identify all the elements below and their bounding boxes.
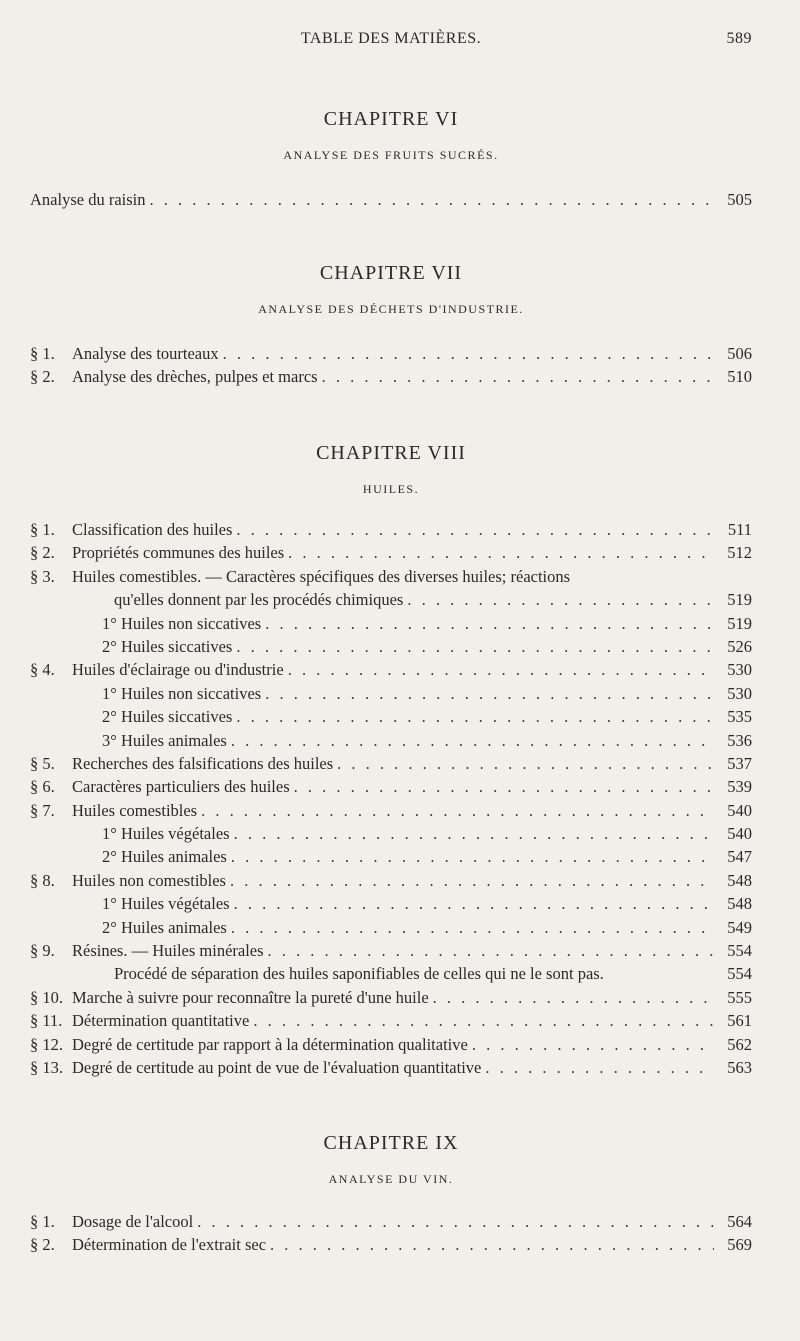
entry-text: 1° Huiles végétales xyxy=(102,824,230,844)
leader-dots xyxy=(472,1033,714,1056)
leader-dots xyxy=(268,939,714,962)
section-number: § 1. xyxy=(30,520,55,539)
entry-page-number: 569 xyxy=(727,1235,752,1255)
entry-text: 2° Huiles animales xyxy=(102,917,227,937)
leader-dots xyxy=(231,845,714,868)
entry-page-number: 564 xyxy=(727,1212,752,1231)
leader-dots xyxy=(253,1009,714,1032)
entry-text: 2° Huiles animales xyxy=(102,847,227,867)
entry-text: 1° Huiles non siccatives xyxy=(102,613,262,633)
toc-entries xyxy=(30,518,752,1079)
toc-entry xyxy=(30,565,752,588)
chapter-title: CHAPITRE IX xyxy=(323,1132,459,1154)
leader-dots xyxy=(294,775,714,798)
header-title: TABLE DES MATIÈRES. xyxy=(300,30,482,47)
toc-entry xyxy=(30,705,752,728)
chapter-heading xyxy=(30,1132,752,1188)
section-number: § 8. xyxy=(30,870,55,890)
chapter-title: CHAPITRE VII xyxy=(319,262,463,284)
entry-text: Analyse des tourteaux xyxy=(72,344,219,363)
entry-page-number: 537 xyxy=(727,753,752,773)
entry-page-number: 511 xyxy=(727,520,752,539)
leader-dots xyxy=(197,1210,714,1233)
toc-entry xyxy=(30,1009,752,1032)
entry-page-number: 548 xyxy=(727,894,752,914)
entry-text: Huiles non comestibles xyxy=(72,870,226,890)
entry-text: Huiles comestibles xyxy=(72,800,198,820)
toc-entry xyxy=(30,845,752,868)
entry-text: Degré de certitude au point de vue de l'évaluation quantitative xyxy=(72,1057,482,1077)
section-number: § 11. xyxy=(30,1011,63,1031)
leader-dots xyxy=(230,869,714,892)
leader-dots xyxy=(288,658,714,681)
toc-entry xyxy=(30,682,752,705)
toc-entry xyxy=(30,729,752,752)
entry-page-number: 547 xyxy=(727,847,752,867)
toc-entry xyxy=(30,518,752,541)
chapter-heading xyxy=(30,442,752,498)
toc-entry xyxy=(30,588,752,611)
leader-dots xyxy=(234,892,714,915)
section-number: § 3. xyxy=(30,566,55,586)
entry-page-number: 526 xyxy=(727,636,752,656)
leader-dots xyxy=(485,1056,714,1079)
entry-text: 1° Huiles non siccatives xyxy=(102,683,262,703)
toc-entry xyxy=(30,365,752,388)
entry-page-number: 530 xyxy=(727,683,752,703)
section-number: § 2. xyxy=(30,1235,55,1255)
entry-page-number: 555 xyxy=(727,987,752,1007)
entry-text: Résines. — Huiles minérales xyxy=(72,941,264,961)
toc-entry xyxy=(30,962,752,985)
chapter-subtitle: ANALYSE DES DÉCHETS D'INDUSTRIE. xyxy=(258,302,524,316)
entry-text: Marche à suivre pour reconnaître la pureté d'une huile xyxy=(72,987,429,1007)
section-number: § 2. xyxy=(30,367,55,387)
chapter-heading xyxy=(30,108,752,164)
entry-text: Huiles comestibles. — Caractères spécifiques des diverses huiles; réactions xyxy=(72,566,571,586)
leader-dots xyxy=(265,682,714,705)
section-number: § 13. xyxy=(30,1057,63,1077)
leader-dots xyxy=(407,588,714,611)
leader-dots xyxy=(236,705,714,728)
header-page-number: 589 xyxy=(726,30,752,47)
entry-text: Procédé de séparation des huiles saponifiables de celles qui ne le sont pas. xyxy=(114,964,604,984)
entry-text: 2° Huiles siccatives xyxy=(102,636,233,656)
section-number: § 10. xyxy=(30,987,63,1007)
entry-text: 2° Huiles siccatives xyxy=(102,707,233,727)
toc-entry xyxy=(30,1210,752,1233)
section-number: § 1. xyxy=(30,1212,55,1231)
leader-dots xyxy=(231,729,714,752)
toc-entry xyxy=(30,1056,752,1079)
entry-page-number: 536 xyxy=(727,730,752,750)
toc-entries xyxy=(30,188,752,211)
entry-page-number: 539 xyxy=(727,777,752,797)
entry-text: Dosage de l'alcool xyxy=(72,1212,194,1231)
leader-dots xyxy=(322,365,714,388)
toc-entry xyxy=(30,986,752,1009)
chapter-subtitle: HUILES. xyxy=(362,482,420,496)
leader-dots xyxy=(234,822,714,845)
leader-dots xyxy=(337,752,714,775)
running-header xyxy=(30,30,752,54)
leader-dots xyxy=(149,188,714,211)
section-number: § 4. xyxy=(30,660,55,680)
entry-page-number: 505 xyxy=(727,190,752,209)
entry-text: 1° Huiles végétales xyxy=(102,894,230,914)
entry-page-number: 510 xyxy=(727,367,752,387)
entry-text: Huiles d'éclairage ou d'industrie xyxy=(72,660,284,680)
leader-dots xyxy=(236,635,714,658)
entry-page-number: 548 xyxy=(727,870,752,890)
toc-entry xyxy=(30,541,752,564)
entry-page-number: 563 xyxy=(727,1057,752,1077)
section-number: § 5. xyxy=(30,753,55,773)
toc-entry xyxy=(30,658,752,681)
section-number: § 7. xyxy=(30,800,55,820)
entry-page-number: 519 xyxy=(727,590,752,610)
entry-page-number: 540 xyxy=(727,800,752,820)
leader-dots xyxy=(223,342,714,365)
entry-page-number: 554 xyxy=(727,941,752,961)
entry-page-number: 530 xyxy=(727,660,752,680)
section-number: § 9. xyxy=(30,941,55,961)
chapter-subtitle: ANALYSE DU VIN. xyxy=(328,1172,454,1186)
leader-dots xyxy=(288,541,714,564)
entry-page-number: 535 xyxy=(727,707,752,727)
entry-page-number: 562 xyxy=(727,1034,752,1054)
entry-page-number: 549 xyxy=(727,917,752,937)
entry-text: Analyse des drèches, pulpes et marcs xyxy=(72,367,318,387)
toc-entry xyxy=(30,752,752,775)
chapter-title: CHAPITRE VIII xyxy=(316,442,466,464)
entry-text: Détermination de l'extrait sec xyxy=(72,1235,267,1255)
entry-text: Propriétés communes des huiles xyxy=(72,543,285,563)
toc-entry xyxy=(30,775,752,798)
entry-text: Recherches des falsifications des huiles xyxy=(72,753,334,773)
entry-text: Analyse du raisin xyxy=(30,190,146,209)
chapter-heading xyxy=(30,262,752,318)
entry-text: Caractères particuliers des huiles xyxy=(72,777,290,797)
entry-page-number: 519 xyxy=(727,613,752,633)
leader-dots xyxy=(270,1233,714,1256)
entry-text: Degré de certitude par rapport à la détermination qualitative xyxy=(72,1034,468,1054)
toc-entry xyxy=(30,1033,752,1056)
toc-entry xyxy=(30,342,752,365)
leader-dots xyxy=(236,518,714,541)
toc-entry xyxy=(30,939,752,962)
leader-dots xyxy=(201,799,714,822)
entry-page-number: 561 xyxy=(727,1011,752,1031)
toc-entry xyxy=(30,822,752,845)
toc-entry xyxy=(30,612,752,635)
chapter-title: CHAPITRE VI xyxy=(323,108,459,130)
entry-text: qu'elles donnent par les procédés chimiques xyxy=(114,590,404,610)
section-number: § 12. xyxy=(30,1034,63,1054)
entry-page-number: 540 xyxy=(727,824,752,844)
chapter-subtitle: ANALYSE DES FRUITS SUCRÉS. xyxy=(283,148,499,162)
entry-text: Classification des huiles xyxy=(72,520,233,539)
toc-entry xyxy=(30,916,752,939)
section-number: § 6. xyxy=(30,777,55,797)
toc-entries xyxy=(30,1210,752,1257)
section-number: § 2. xyxy=(30,543,55,563)
toc-entries xyxy=(30,342,752,389)
entry-text: 3° Huiles animales xyxy=(102,730,227,750)
entry-page-number: 512 xyxy=(727,543,752,563)
toc-entry xyxy=(30,799,752,822)
toc-entry xyxy=(30,188,752,211)
leader-dots xyxy=(265,612,714,635)
section-number: § 1. xyxy=(30,344,55,363)
toc-entry xyxy=(30,892,752,915)
leader-dots xyxy=(433,986,714,1009)
toc-entry xyxy=(30,635,752,658)
leader-dots xyxy=(231,916,714,939)
toc-entry xyxy=(30,1233,752,1256)
entry-page-number: 506 xyxy=(727,344,752,363)
entry-text: Détermination quantitative xyxy=(72,1011,250,1031)
toc-entry xyxy=(30,869,752,892)
entry-page-number: 554 xyxy=(727,964,752,984)
